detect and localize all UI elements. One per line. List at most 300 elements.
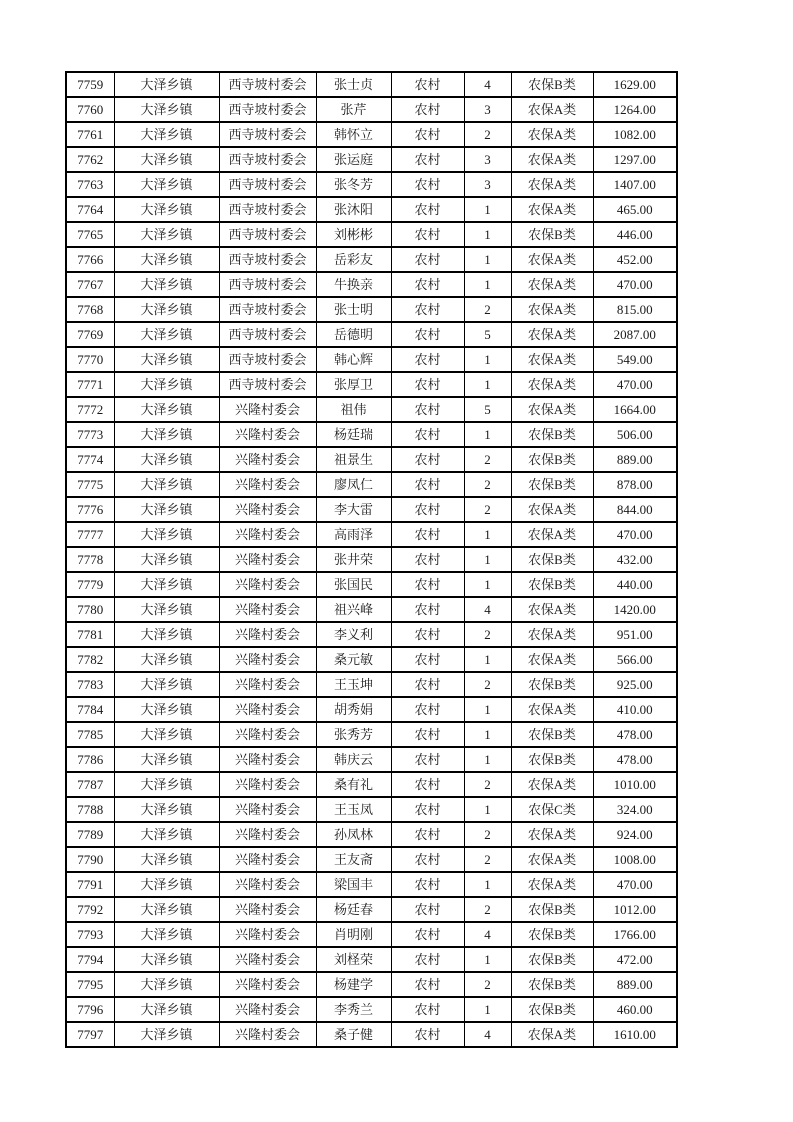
table-cell-amount: 465.00 (593, 197, 677, 222)
table-row (66, 872, 677, 897)
table-cell-insurance-category: 农保A类 (511, 872, 593, 897)
table-cell-household-type: 农村 (391, 147, 464, 172)
table-cell-insurance-category: 农保A类 (511, 347, 593, 372)
table-cell-name: 张国民 (316, 572, 391, 597)
table-cell-town: 大泽乡镇 (114, 947, 219, 972)
table-cell-person-count: 2 (464, 122, 511, 147)
table-cell-town: 大泽乡镇 (114, 597, 219, 622)
table-cell-person-count: 2 (464, 472, 511, 497)
table-cell-name: 李秀兰 (316, 997, 391, 1022)
table-cell-person-count: 3 (464, 172, 511, 197)
table-cell-household-type: 农村 (391, 972, 464, 997)
table-cell-person-count: 2 (464, 622, 511, 647)
table-cell-household-type: 农村 (391, 797, 464, 822)
table-cell-amount: 470.00 (593, 522, 677, 547)
table-cell-village: 西寺坡村委会 (219, 297, 316, 322)
table-cell-household-type: 农村 (391, 497, 464, 522)
table-cell-insurance-category: 农保A类 (511, 597, 593, 622)
table-cell-seq: 7764 (66, 197, 114, 222)
table-cell-insurance-category: 农保B类 (511, 997, 593, 1022)
table-row (66, 697, 677, 722)
table-cell-town: 大泽乡镇 (114, 372, 219, 397)
table-cell-insurance-category: 农保A类 (511, 497, 593, 522)
table-cell-amount: 844.00 (593, 497, 677, 522)
table-cell-seq: 7781 (66, 622, 114, 647)
table-cell-person-count: 1 (464, 247, 511, 272)
table-cell-person-count: 3 (464, 97, 511, 122)
table-cell-person-count: 4 (464, 597, 511, 622)
table-cell-town: 大泽乡镇 (114, 422, 219, 447)
table-cell-insurance-category: 农保B类 (511, 422, 593, 447)
table-cell-town: 大泽乡镇 (114, 297, 219, 322)
table-cell-household-type: 农村 (391, 647, 464, 672)
table-cell-household-type: 农村 (391, 922, 464, 947)
table-cell-town: 大泽乡镇 (114, 672, 219, 697)
table-cell-village: 西寺坡村委会 (219, 322, 316, 347)
table-cell-amount: 432.00 (593, 547, 677, 572)
table-cell-town: 大泽乡镇 (114, 322, 219, 347)
table-cell-household-type: 农村 (391, 722, 464, 747)
table-cell-seq: 7788 (66, 797, 114, 822)
table-cell-person-count: 1 (464, 547, 511, 572)
table-cell-village: 西寺坡村委会 (219, 122, 316, 147)
table-cell-household-type: 农村 (391, 572, 464, 597)
table-cell-amount: 470.00 (593, 372, 677, 397)
table-cell-village: 兴隆村委会 (219, 622, 316, 647)
table-cell-village: 兴隆村委会 (219, 422, 316, 447)
table-row (66, 97, 677, 122)
table-cell-village: 西寺坡村委会 (219, 247, 316, 272)
table-cell-seq: 7761 (66, 122, 114, 147)
table-row (66, 247, 677, 272)
table-cell-insurance-category: 农保B类 (511, 222, 593, 247)
table-cell-insurance-category: 农保A类 (511, 847, 593, 872)
table-cell-town: 大泽乡镇 (114, 972, 219, 997)
table-cell-person-count: 4 (464, 922, 511, 947)
table-cell-household-type: 农村 (391, 397, 464, 422)
table-cell-seq: 7778 (66, 547, 114, 572)
table-cell-person-count: 4 (464, 72, 511, 97)
table-cell-seq: 7776 (66, 497, 114, 522)
table-cell-name: 岳彩友 (316, 247, 391, 272)
table-cell-name: 孙凤林 (316, 822, 391, 847)
table-row (66, 122, 677, 147)
table-cell-insurance-category: 农保B类 (511, 547, 593, 572)
table-row (66, 1022, 677, 1047)
table-row (66, 822, 677, 847)
table-row (66, 622, 677, 647)
table-cell-town: 大泽乡镇 (114, 272, 219, 297)
table-cell-household-type: 农村 (391, 897, 464, 922)
table-cell-household-type: 农村 (391, 672, 464, 697)
table-row (66, 72, 677, 97)
table-cell-seq: 7793 (66, 922, 114, 947)
table-cell-household-type: 农村 (391, 297, 464, 322)
table-row (66, 322, 677, 347)
table-row (66, 522, 677, 547)
table-cell-amount: 470.00 (593, 872, 677, 897)
table-cell-town: 大泽乡镇 (114, 547, 219, 572)
table-cell-amount: 925.00 (593, 672, 677, 697)
table-cell-village: 兴隆村委会 (219, 972, 316, 997)
table-cell-town: 大泽乡镇 (114, 647, 219, 672)
table-cell-person-count: 1 (464, 722, 511, 747)
table-cell-household-type: 农村 (391, 122, 464, 147)
table-cell-village: 兴隆村委会 (219, 547, 316, 572)
table-cell-name: 岳德明 (316, 322, 391, 347)
table-cell-seq: 7766 (66, 247, 114, 272)
table-row (66, 497, 677, 522)
table-cell-person-count: 1 (464, 222, 511, 247)
table-cell-insurance-category: 农保A类 (511, 322, 593, 347)
table-cell-insurance-category: 农保B类 (511, 672, 593, 697)
table-cell-amount: 440.00 (593, 572, 677, 597)
table-cell-town: 大泽乡镇 (114, 122, 219, 147)
table-cell-household-type: 农村 (391, 322, 464, 347)
table-row (66, 597, 677, 622)
table-cell-name: 张冬芳 (316, 172, 391, 197)
table-cell-household-type: 农村 (391, 222, 464, 247)
table-cell-village: 兴隆村委会 (219, 597, 316, 622)
table-cell-person-count: 1 (464, 197, 511, 222)
table-cell-town: 大泽乡镇 (114, 97, 219, 122)
table-cell-household-type: 农村 (391, 1022, 464, 1047)
table-cell-seq: 7785 (66, 722, 114, 747)
table-cell-insurance-category: 农保A类 (511, 197, 593, 222)
table-cell-village: 兴隆村委会 (219, 747, 316, 772)
table-cell-insurance-category: 农保A类 (511, 1022, 593, 1047)
table-cell-amount: 1082.00 (593, 122, 677, 147)
table-cell-name: 祖伟 (316, 397, 391, 422)
table-cell-person-count: 2 (464, 897, 511, 922)
table-cell-insurance-category: 农保B类 (511, 722, 593, 747)
table-cell-amount: 1610.00 (593, 1022, 677, 1047)
table-cell-name: 韩怀立 (316, 122, 391, 147)
table-cell-seq: 7784 (66, 697, 114, 722)
table-cell-household-type: 农村 (391, 747, 464, 772)
table-cell-seq: 7795 (66, 972, 114, 997)
table-cell-town: 大泽乡镇 (114, 797, 219, 822)
table-cell-town: 大泽乡镇 (114, 172, 219, 197)
table-cell-seq: 7796 (66, 997, 114, 1022)
table-cell-seq: 7790 (66, 847, 114, 872)
pension-roster-table (65, 71, 678, 1048)
table-cell-village: 西寺坡村委会 (219, 172, 316, 197)
table-cell-person-count: 1 (464, 872, 511, 897)
table-cell-name: 张秀芳 (316, 722, 391, 747)
table-row (66, 222, 677, 247)
table-cell-village: 西寺坡村委会 (219, 72, 316, 97)
table-cell-insurance-category: 农保B类 (511, 947, 593, 972)
table-row (66, 272, 677, 297)
table-cell-seq: 7759 (66, 72, 114, 97)
table-cell-insurance-category: 农保B类 (511, 922, 593, 947)
table-cell-name: 廖凤仁 (316, 472, 391, 497)
table-cell-village: 西寺坡村委会 (219, 347, 316, 372)
table-cell-person-count: 1 (464, 697, 511, 722)
table-cell-seq: 7779 (66, 572, 114, 597)
table-cell-household-type: 农村 (391, 597, 464, 622)
table-cell-name: 梁国丰 (316, 872, 391, 897)
table-cell-name: 张士贞 (316, 72, 391, 97)
table-cell-amount: 889.00 (593, 447, 677, 472)
table-cell-name: 张厚卫 (316, 372, 391, 397)
table-cell-seq: 7789 (66, 822, 114, 847)
table-row (66, 347, 677, 372)
table-cell-town: 大泽乡镇 (114, 872, 219, 897)
table-cell-household-type: 农村 (391, 72, 464, 97)
table-cell-seq: 7760 (66, 97, 114, 122)
table-cell-seq: 7772 (66, 397, 114, 422)
table-row (66, 772, 677, 797)
table-row (66, 447, 677, 472)
table-row (66, 572, 677, 597)
table-cell-person-count: 2 (464, 847, 511, 872)
table-cell-person-count: 2 (464, 822, 511, 847)
table-cell-town: 大泽乡镇 (114, 997, 219, 1022)
table-cell-seq: 7777 (66, 522, 114, 547)
table-cell-person-count: 1 (464, 997, 511, 1022)
table-cell-name: 胡秀娟 (316, 697, 391, 722)
table-row (66, 472, 677, 497)
table-cell-household-type: 农村 (391, 522, 464, 547)
table-row (66, 797, 677, 822)
table-cell-amount: 324.00 (593, 797, 677, 822)
table-cell-seq: 7763 (66, 172, 114, 197)
table-cell-village: 兴隆村委会 (219, 872, 316, 897)
table-cell-village: 兴隆村委会 (219, 472, 316, 497)
table-cell-village: 兴隆村委会 (219, 447, 316, 472)
table-row (66, 172, 677, 197)
table-cell-person-count: 1 (464, 797, 511, 822)
table-cell-insurance-category: 农保A类 (511, 172, 593, 197)
table-cell-insurance-category: 农保C类 (511, 797, 593, 822)
table-cell-person-count: 2 (464, 672, 511, 697)
table-cell-town: 大泽乡镇 (114, 622, 219, 647)
table-cell-amount: 506.00 (593, 422, 677, 447)
table-cell-amount: 478.00 (593, 722, 677, 747)
table-row (66, 672, 677, 697)
table-cell-village: 兴隆村委会 (219, 847, 316, 872)
table-cell-town: 大泽乡镇 (114, 922, 219, 947)
table-cell-amount: 1629.00 (593, 72, 677, 97)
table-cell-household-type: 农村 (391, 447, 464, 472)
table-cell-insurance-category: 农保A类 (511, 297, 593, 322)
table-cell-village: 兴隆村委会 (219, 647, 316, 672)
table-row (66, 397, 677, 422)
table-cell-village: 兴隆村委会 (219, 947, 316, 972)
table-cell-town: 大泽乡镇 (114, 347, 219, 372)
table-cell-amount: 1008.00 (593, 847, 677, 872)
table-cell-town: 大泽乡镇 (114, 447, 219, 472)
table-cell-person-count: 3 (464, 147, 511, 172)
table-cell-seq: 7782 (66, 647, 114, 672)
table-cell-person-count: 2 (464, 297, 511, 322)
table-cell-village: 兴隆村委会 (219, 1022, 316, 1047)
table-cell-insurance-category: 农保A类 (511, 147, 593, 172)
table-cell-town: 大泽乡镇 (114, 897, 219, 922)
table-cell-amount: 470.00 (593, 272, 677, 297)
table-cell-insurance-category: 农保B类 (511, 747, 593, 772)
table-cell-person-count: 1 (464, 372, 511, 397)
table-cell-village: 西寺坡村委会 (219, 372, 316, 397)
table-cell-name: 王玉坤 (316, 672, 391, 697)
table-cell-person-count: 2 (464, 972, 511, 997)
table-cell-person-count: 1 (464, 272, 511, 297)
table-row (66, 297, 677, 322)
table-cell-person-count: 5 (464, 322, 511, 347)
table-row (66, 922, 677, 947)
table-cell-household-type: 农村 (391, 822, 464, 847)
table-cell-amount: 566.00 (593, 647, 677, 672)
table-cell-insurance-category: 农保A类 (511, 97, 593, 122)
table-cell-amount: 452.00 (593, 247, 677, 272)
table-cell-name: 王友斋 (316, 847, 391, 872)
table-cell-village: 兴隆村委会 (219, 922, 316, 947)
table-cell-village: 西寺坡村委会 (219, 197, 316, 222)
table-cell-amount: 924.00 (593, 822, 677, 847)
table-cell-town: 大泽乡镇 (114, 72, 219, 97)
table-cell-insurance-category: 农保A类 (511, 397, 593, 422)
table-cell-person-count: 2 (464, 497, 511, 522)
table-cell-seq: 7786 (66, 747, 114, 772)
table-cell-village: 兴隆村委会 (219, 522, 316, 547)
table-cell-insurance-category: 农保A类 (511, 622, 593, 647)
table-row (66, 897, 677, 922)
table-cell-amount: 1420.00 (593, 597, 677, 622)
table-cell-household-type: 农村 (391, 772, 464, 797)
table-cell-village: 西寺坡村委会 (219, 147, 316, 172)
table-cell-amount: 1010.00 (593, 772, 677, 797)
table-cell-town: 大泽乡镇 (114, 722, 219, 747)
table-cell-insurance-category: 农保B类 (511, 447, 593, 472)
table-cell-village: 兴隆村委会 (219, 897, 316, 922)
table-cell-person-count: 1 (464, 747, 511, 772)
table-cell-name: 张运庭 (316, 147, 391, 172)
table-cell-village: 兴隆村委会 (219, 797, 316, 822)
table-cell-name: 杨廷春 (316, 897, 391, 922)
table-cell-village: 兴隆村委会 (219, 997, 316, 1022)
table-cell-household-type: 农村 (391, 197, 464, 222)
table-cell-name: 张井荣 (316, 547, 391, 572)
table-cell-village: 兴隆村委会 (219, 572, 316, 597)
table-cell-village: 兴隆村委会 (219, 822, 316, 847)
table-cell-household-type: 农村 (391, 947, 464, 972)
table-cell-person-count: 1 (464, 572, 511, 597)
table-cell-amount: 472.00 (593, 947, 677, 972)
table-cell-amount: 1407.00 (593, 172, 677, 197)
table-cell-household-type: 农村 (391, 247, 464, 272)
table-cell-insurance-category: 农保A类 (511, 247, 593, 272)
table-cell-household-type: 农村 (391, 372, 464, 397)
table-cell-town: 大泽乡镇 (114, 397, 219, 422)
table-cell-name: 张士明 (316, 297, 391, 322)
table-row (66, 947, 677, 972)
table-cell-insurance-category: 农保B类 (511, 572, 593, 597)
table-cell-name: 桑有礼 (316, 772, 391, 797)
table-cell-amount: 815.00 (593, 297, 677, 322)
table-cell-village: 西寺坡村委会 (219, 222, 316, 247)
table-row (66, 722, 677, 747)
table-cell-amount: 446.00 (593, 222, 677, 247)
table-cell-village: 兴隆村委会 (219, 397, 316, 422)
table-cell-seq: 7771 (66, 372, 114, 397)
table-cell-amount: 1766.00 (593, 922, 677, 947)
table-cell-household-type: 农村 (391, 872, 464, 897)
table-cell-village: 兴隆村委会 (219, 722, 316, 747)
table-cell-seq: 7769 (66, 322, 114, 347)
table-cell-seq: 7774 (66, 447, 114, 472)
table-cell-name: 韩心辉 (316, 347, 391, 372)
table-cell-town: 大泽乡镇 (114, 222, 219, 247)
table-cell-town: 大泽乡镇 (114, 197, 219, 222)
table-cell-insurance-category: 农保B类 (511, 897, 593, 922)
table-row (66, 647, 677, 672)
table-cell-person-count: 1 (464, 647, 511, 672)
table-cell-name: 韩庆云 (316, 747, 391, 772)
table-cell-insurance-category: 农保A类 (511, 822, 593, 847)
table-cell-amount: 1012.00 (593, 897, 677, 922)
table-row (66, 197, 677, 222)
table-cell-person-count: 1 (464, 522, 511, 547)
table-cell-household-type: 农村 (391, 697, 464, 722)
table-cell-seq: 7791 (66, 872, 114, 897)
table-cell-insurance-category: 农保B类 (511, 472, 593, 497)
table-cell-amount: 2087.00 (593, 322, 677, 347)
table-cell-seq: 7780 (66, 597, 114, 622)
table-cell-amount: 410.00 (593, 697, 677, 722)
table-cell-household-type: 农村 (391, 847, 464, 872)
table-cell-household-type: 农村 (391, 997, 464, 1022)
table-row (66, 547, 677, 572)
table-cell-town: 大泽乡镇 (114, 747, 219, 772)
table-cell-town: 大泽乡镇 (114, 822, 219, 847)
table-cell-town: 大泽乡镇 (114, 697, 219, 722)
table-cell-insurance-category: 农保A类 (511, 647, 593, 672)
table-cell-name: 张芹 (316, 97, 391, 122)
table-cell-household-type: 农村 (391, 422, 464, 447)
table-cell-household-type: 农村 (391, 472, 464, 497)
table-cell-name: 高雨泽 (316, 522, 391, 547)
table-cell-village: 兴隆村委会 (219, 772, 316, 797)
table-cell-town: 大泽乡镇 (114, 572, 219, 597)
table-cell-household-type: 农村 (391, 347, 464, 372)
table-cell-town: 大泽乡镇 (114, 247, 219, 272)
table-cell-seq: 7767 (66, 272, 114, 297)
table-cell-insurance-category: 农保A类 (511, 772, 593, 797)
table-cell-town: 大泽乡镇 (114, 772, 219, 797)
table-cell-person-count: 1 (464, 947, 511, 972)
table-cell-amount: 478.00 (593, 747, 677, 772)
table-cell-person-count: 4 (464, 1022, 511, 1047)
table-cell-seq: 7787 (66, 772, 114, 797)
table-row (66, 972, 677, 997)
table-cell-name: 刘彬彬 (316, 222, 391, 247)
table-cell-seq: 7783 (66, 672, 114, 697)
table-cell-household-type: 农村 (391, 172, 464, 197)
table-cell-seq: 7797 (66, 1022, 114, 1047)
table-cell-seq: 7770 (66, 347, 114, 372)
table-cell-town: 大泽乡镇 (114, 1022, 219, 1047)
roster-table-body (66, 72, 677, 1047)
table-cell-insurance-category: 农保B类 (511, 72, 593, 97)
table-cell-insurance-category: 农保A类 (511, 372, 593, 397)
table-cell-insurance-category: 农保A类 (511, 522, 593, 547)
table-cell-name: 牛换亲 (316, 272, 391, 297)
table-cell-village: 兴隆村委会 (219, 672, 316, 697)
table-cell-amount: 1297.00 (593, 147, 677, 172)
table-cell-town: 大泽乡镇 (114, 497, 219, 522)
